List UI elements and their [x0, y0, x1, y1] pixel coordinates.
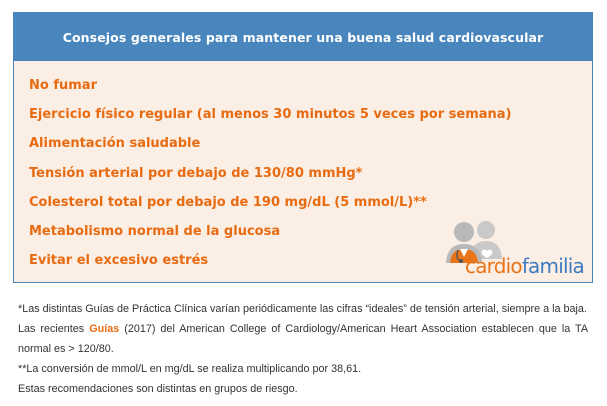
advice-item: Tensión arterial por debajo de 130/80 mmHg* [29, 165, 363, 181]
advice-item: Ejercicio físico regular (al menos 30 minutos 5 veces por semana) [29, 107, 512, 123]
advice-item: Evitar el excesivo estrés [29, 253, 209, 269]
footnote-guidelines-prefix: Las recientes [18, 323, 85, 335]
logo-wordmark [465, 254, 584, 278]
cardiofamilia-logo [438, 219, 590, 281]
advice-card [13, 12, 593, 283]
footnote-conversion: **La conversión de mmol/L en mg/dL se realiza multiplicando por 38,61. [18, 363, 362, 375]
footnote-risk-groups: Estas recomendaciones son distintas en grupos de riesgo. [18, 383, 298, 395]
logo-word-cardio: cardio [465, 254, 522, 278]
footnote-guidelines-suffix: (2017) del American College of Cardiology/American Heart Association establecen que la TA [124, 323, 589, 335]
advice-item: No fumar [29, 78, 97, 93]
advice-item: Metabolismo normal de la glucosa [29, 223, 281, 239]
card-title: Consejos generales para mantener una buena salud cardiovascular [14, 13, 592, 61]
footnote-normal-ta: normal es > 120/80. [18, 343, 114, 355]
footnote-tension: *Las distintas Guías de Práctica Clínica varían periódicamente las cifras “ideales” de tensión arterial, siempre a la baja. [18, 303, 587, 315]
advice-item: Colesterol total por debajo de 190 mg/dL (5 mmol/L)** [29, 194, 427, 210]
footnote-guidelines [18, 319, 588, 339]
advice-item: Alimentación saludable [29, 136, 201, 152]
logo-word-familia: familia [521, 254, 584, 278]
guides-link[interactable]: Guías [89, 323, 120, 335]
footnotes [18, 299, 588, 399]
